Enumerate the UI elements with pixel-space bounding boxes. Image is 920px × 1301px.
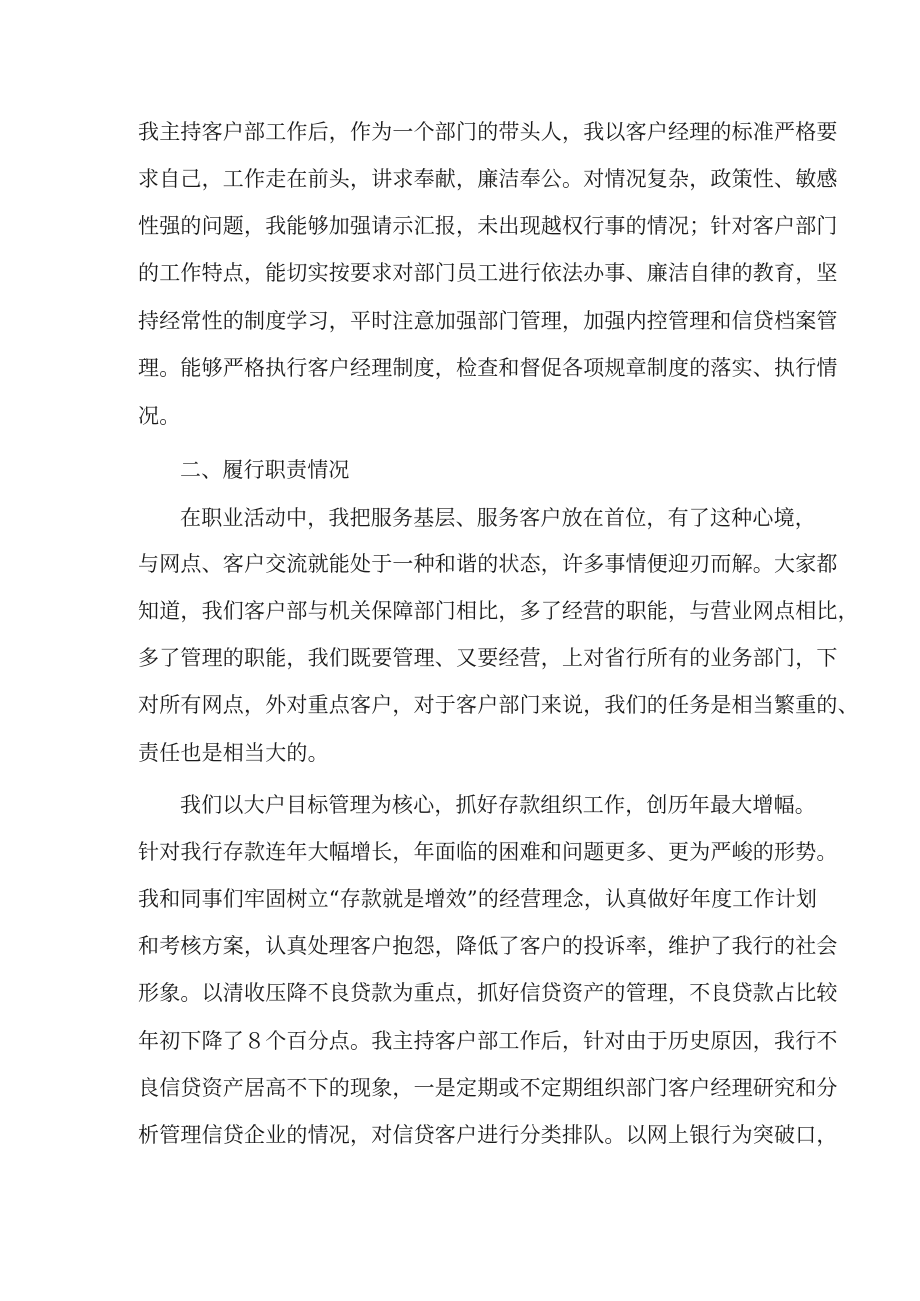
text-line: 在职业活动中，我把服务基层、服务客户放在首位，有了这种心境，: [180, 506, 816, 530]
text-line: 况。: [138, 404, 181, 428]
text-line: 性强的问题，我能够加强请示汇报，未出现越权行事的情况；针对客户部门: [138, 214, 838, 238]
text-line: 知道，我们客户部与机关保障部门相比，多了经营的职能，与营业网点相比，: [138, 599, 859, 623]
text-line: 和考核方案，认真处理客户抱怨，降低了客户的投诉率，维护了我行的社会: [138, 934, 838, 958]
text-line: 责任也是相当大的。: [138, 741, 329, 765]
text-line: 针对我行存款连年大幅增长，年面临的困难和问题更多、更为严峻的形势。: [138, 840, 838, 864]
text-line: 理。能够严格执行客户经理制度，检查和督促各项规章制度的落实、执行情: [138, 356, 838, 380]
text-line: 年初下降了８个百分点。我主持客户部工作后，针对由于历史原因，我行不: [138, 1029, 838, 1053]
text-line: 对所有网点，外对重点客户，对于客户部门来说，我们的任务是相当繁重的、: [138, 693, 859, 717]
text-line: 我主持客户部工作后，作为一个部门的带头人，我以客户经理的标准严格要: [138, 120, 838, 144]
section-heading: 二、履行职责情况: [180, 458, 350, 482]
text-line: 我和同事们牢固树立“存款就是增效”的经营理念，认真做好年度工作计划: [138, 887, 818, 911]
text-line: 我们以大户目标管理为核心，抓好存款组织工作，创历年最大增幅。: [180, 793, 816, 817]
text-line: 持经常性的制度学习，平时注意加强部门管理，加强内控管理和信贷档案管: [138, 309, 838, 333]
text-line: 形象。以清收压降不良贷款为重点，抓好信贷资产的管理，不良贷款占比较: [138, 981, 838, 1005]
text-line: 的工作特点，能切实按要求对部门员工进行依法办事、廉洁自律的教育，坚: [138, 261, 838, 285]
text-line: 与网点、客户交流就能处于一种和谐的状态，许多事情便迎刃而解。大家都: [138, 552, 838, 576]
text-line: 求自己，工作走在前头，讲求奉献，廉洁奉公。对情况复杂，政策性、敏感: [138, 167, 838, 191]
text-line: 析管理信贷企业的情况，对信贷客户进行分类排队。以网上银行为突破口，: [138, 1123, 838, 1147]
text-line: 良信贷资产居高不下的现象，一是定期或不定期组织部门客户经理研究和分: [138, 1076, 838, 1100]
text-line: 多了管理的职能，我们既要管理、又要经营，上对省行所有的业务部门，下: [138, 646, 838, 670]
